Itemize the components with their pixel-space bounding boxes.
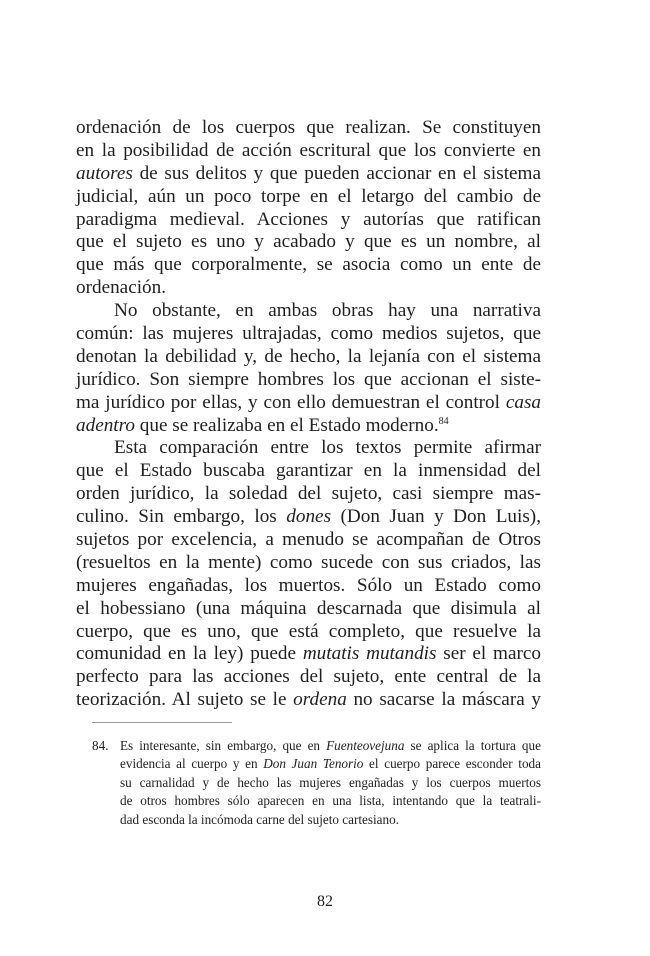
text-line xyxy=(76,231,541,254)
paragraph xyxy=(76,300,541,437)
text-line xyxy=(76,117,541,140)
italic-text: ordena xyxy=(293,689,347,711)
text-run: que el sujeto es uno y acabado y que es un nombre, al xyxy=(76,231,541,253)
footnote-line xyxy=(120,755,541,773)
text-run: orden jurídico, la soledad del sujeto, casi siempre mas- xyxy=(76,483,541,505)
text-line xyxy=(76,460,541,483)
text-line xyxy=(76,369,541,392)
text-line xyxy=(76,529,541,552)
text-line xyxy=(76,415,541,438)
text-run: comunidad en la ley) puede xyxy=(76,643,303,665)
text-line xyxy=(76,621,541,644)
text-run: Esta comparación entre los textos permite afirmar xyxy=(114,437,541,459)
text-line xyxy=(76,163,541,186)
text-run: de otros hombres sólo aparecen en una lista, intentando que la teatrali- xyxy=(120,793,541,809)
text-line xyxy=(76,643,541,666)
footnote xyxy=(92,737,541,829)
footnote-line xyxy=(120,792,541,810)
text-run: evidencia al cuerpo y en xyxy=(120,756,264,772)
text-line xyxy=(76,323,541,346)
text-line xyxy=(76,575,541,598)
text-line xyxy=(76,483,541,506)
text-run: cuerpo, que es uno, que está completo, que resuelve la xyxy=(76,620,541,642)
text-line xyxy=(76,346,541,369)
text-line xyxy=(76,254,541,277)
text-line xyxy=(76,506,541,529)
text-run: perfecto para las acciones del sujeto, ente central de la xyxy=(76,666,541,688)
italic-text: dones xyxy=(286,506,332,528)
text-run: judicial, aún un poco torpe en el letargo del cambio de xyxy=(76,185,541,207)
text-run: que más que corporalmente, se asocia como un ente de xyxy=(76,254,541,276)
text-line xyxy=(76,598,541,621)
footnote-separator xyxy=(92,722,232,723)
text-line xyxy=(76,209,541,232)
text-run: No obstante, en ambas obras hay una narrativa xyxy=(114,300,541,322)
text-run: el cuerpo parece esconder toda xyxy=(363,756,541,772)
italic-text: Fuenteovejuna xyxy=(326,738,405,753)
text-run: de sus delitos y que pueden accionar en el sistema xyxy=(132,162,541,184)
text-run: que se realizaba en el Estado moderno. xyxy=(134,414,439,436)
text-run: Es interesante, sin embargo, que en xyxy=(120,738,327,753)
footnote-reference: 84 xyxy=(438,415,449,427)
text-run: dad esconda la incómoda carne del sujeto cartesiano. xyxy=(120,811,400,827)
text-line xyxy=(76,689,541,712)
footnote-text xyxy=(120,737,541,829)
text-run: denotan la debilidad y, de hecho, la lejanía con el sistema xyxy=(76,345,541,367)
italic-text: casa xyxy=(505,391,541,413)
text-run: se aplica la tortura que xyxy=(404,738,541,753)
text-line xyxy=(76,277,541,300)
italic-text: adentro xyxy=(76,414,135,436)
italic-text: mutatis mutandis xyxy=(302,643,437,665)
text-run: (resueltos en la mente) como sucede con sus criados, las xyxy=(76,551,541,573)
text-run: (Don Juan y Don Luis), xyxy=(331,506,541,528)
paragraph xyxy=(76,117,541,300)
text-line xyxy=(76,666,541,689)
footnote-line xyxy=(120,774,541,792)
text-run: teorización. Al sujeto se le xyxy=(76,689,294,711)
text-run: mujeres engañadas, los muertos. Sólo un Estado como xyxy=(76,574,541,596)
text-line xyxy=(76,392,541,415)
text-line xyxy=(76,552,541,575)
text-run: su carnalidad y de hecho las mujeres engañadas y los cuerpos muertos xyxy=(120,774,541,790)
text-run: el hobessiano (una máquina descarnada que disimula al xyxy=(76,597,541,619)
footnote-line xyxy=(120,737,541,755)
text-run: ser el marco xyxy=(436,643,541,665)
page-number: 82 xyxy=(317,893,333,910)
text-line xyxy=(76,140,541,163)
text-run: jurídico. Son siempre hombres los que accionan el siste- xyxy=(76,368,541,390)
paragraph xyxy=(76,437,541,712)
text-line xyxy=(76,186,541,209)
footnote-line xyxy=(120,811,541,829)
text-run: culino. Sin embargo, los xyxy=(76,506,287,528)
text-run: en la posibilidad de acción escritural que los convierte en xyxy=(76,139,541,161)
italic-text: autores xyxy=(76,162,133,184)
footnote-number: 84. xyxy=(92,738,109,753)
text-run: ordenación. xyxy=(76,277,167,299)
text-run: paradigma medieval. Acciones y autorías que ratifican xyxy=(76,208,541,230)
text-run: ma jurídico por ellas, y con ello demuestran el control xyxy=(76,391,506,413)
text-line xyxy=(76,437,541,460)
text-run: no sacarse la máscara y xyxy=(346,689,541,711)
italic-text: Don Juan Tenorio xyxy=(263,756,364,772)
text-run: sujetos por excelencia, a menudo se acompañan de Otros xyxy=(76,529,541,551)
text-run: que el Estado buscaba garantizar en la inmensidad del xyxy=(76,460,541,482)
text-run: común: las mujeres ultrajadas, como medios sujetos, que xyxy=(76,323,541,345)
text-run: ordenación de los cuerpos que realizan. Se constituyen xyxy=(76,117,541,138)
body-text xyxy=(76,117,541,712)
text-line xyxy=(76,300,541,323)
